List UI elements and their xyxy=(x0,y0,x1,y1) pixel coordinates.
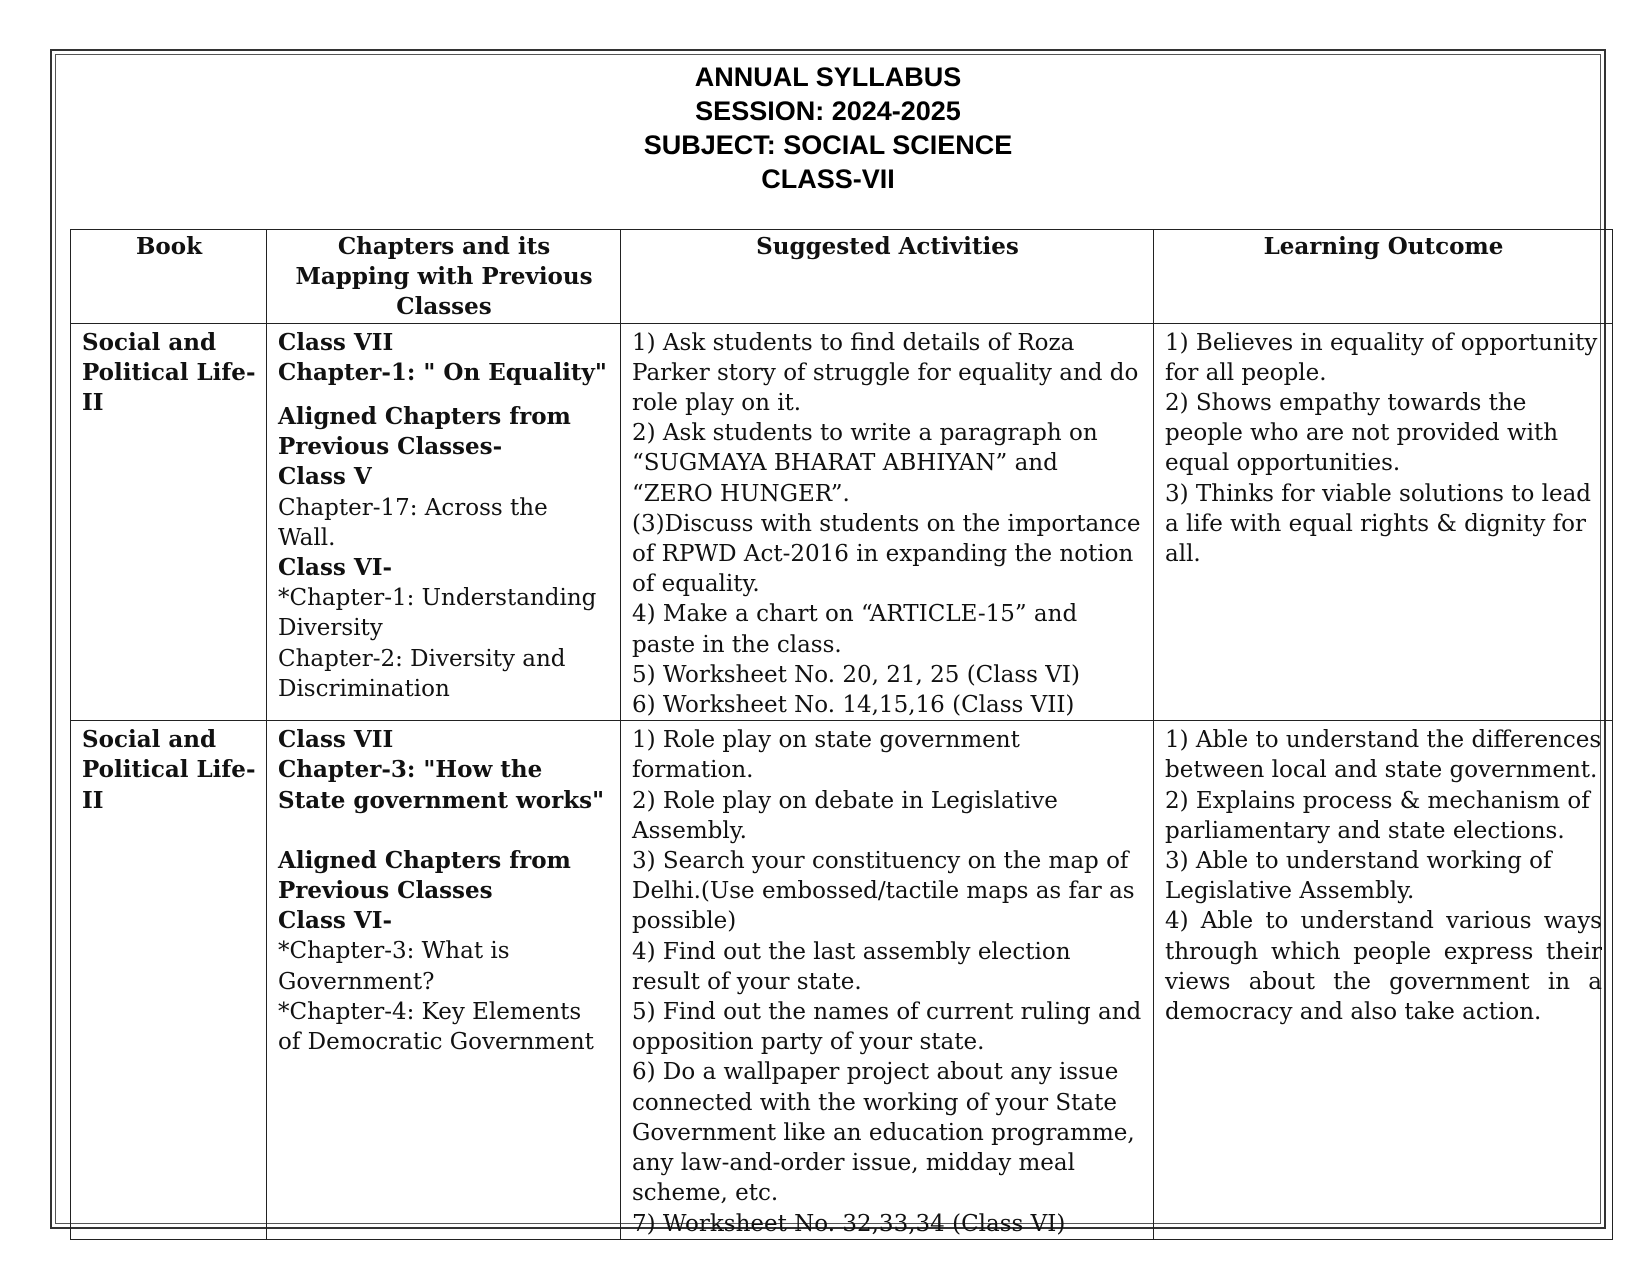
chapter-class: Class VII xyxy=(278,726,394,754)
activity-item: 4) Find out the last assembly election result of your state. xyxy=(632,938,1071,995)
syllabus-table xyxy=(70,229,1613,1240)
session-label: SESSION: 2024-2025 xyxy=(695,96,961,126)
table-row xyxy=(71,323,1613,721)
table-header-row xyxy=(71,230,1613,324)
book-cell: Social and Political Life-II xyxy=(71,323,267,721)
spacer xyxy=(278,388,610,402)
activity-item: 2) Ask students to write a paragraph on “SUGMAYA BHARAT ABHIYAN” and “ZERO HUNGER”. xyxy=(632,420,1098,507)
chapter-class: Class VII xyxy=(278,328,394,356)
aligned-chapter: *Chapter-3: What is Government? xyxy=(278,938,510,995)
aligned-chapter: *Chapter-1: Understanding Diversity xyxy=(278,585,597,642)
outcome-cell xyxy=(1154,721,1613,1239)
aligned-heading: Aligned Chapters from Previous Classes xyxy=(278,846,571,905)
column-header-book: Book xyxy=(71,230,267,324)
activity-item: 2) Role play on debate in Legislative Assembly. xyxy=(632,787,1058,844)
aligned-heading: Aligned Chapters from Previous Classes- xyxy=(278,403,571,461)
class-label: CLASS-VII xyxy=(761,164,895,194)
outcome-item: 3) Able to understand working of Legislative Assembly. xyxy=(1165,848,1552,905)
aligned-class: Class VI- xyxy=(278,907,393,935)
activity-item: 5) Worksheet No. 20, 21, 25 (Class VI) xyxy=(632,661,1080,688)
chapter-title: Chapter-1: " On Equality" xyxy=(278,358,607,386)
spacer xyxy=(278,816,610,846)
aligned-chapter: Chapter-2: Diversity and Discrimination xyxy=(278,645,566,702)
activity-item: 4) Make a chart on “ARTICLE-15” and paste in the class. xyxy=(632,601,1078,658)
chapters-cell xyxy=(267,323,621,721)
activities-cell xyxy=(621,323,1154,721)
aligned-class: Class VI- xyxy=(278,554,393,582)
aligned-chapter: *Chapter-4: Key Elements of Democratic Government xyxy=(278,998,594,1056)
outcome-cell xyxy=(1154,323,1613,721)
activity-item: 6) Do a wallpaper project about any issue connected with the working of your State Government like an education programme, any law-and-order issue, midday meal scheme, etc. xyxy=(632,1059,1135,1207)
activity-item: 6) Worksheet No. 14,15,16 (Class VII) xyxy=(632,692,1075,719)
table-row xyxy=(71,721,1613,1239)
document-title: ANNUAL SYLLABUS xyxy=(694,62,962,92)
outcome-item: 2) Explains process & mechanism of parliamentary and state elections. xyxy=(1165,787,1590,844)
outcome-item: 1) Believes in equality of opportunity for all people. xyxy=(1165,329,1598,386)
column-header-activities: Suggested Activities xyxy=(621,230,1154,324)
outcome-item: 2) Shows empathy towards the people who are not provided with equal opportunities. xyxy=(1165,390,1559,477)
activity-item: 1) Role play on state government formation. xyxy=(632,727,1020,784)
column-header-outcome: Learning Outcome xyxy=(1154,230,1613,324)
activities-cell xyxy=(621,721,1154,1239)
activity-item: 1) Ask students to find details of Roza Parker story of struggle for equality and do role play on it. xyxy=(632,329,1139,417)
subject-label: SUBJECT: SOCIAL SCIENCE xyxy=(643,130,1013,160)
aligned-chapter: Chapter-17: Across the Wall. xyxy=(278,494,548,551)
chapter-title: Chapter-3: "How the State government works" xyxy=(278,756,605,814)
activity-item: 5) Find out the names of current ruling and opposition party of your state. xyxy=(632,999,1142,1056)
activity-item: 3) Search your constituency on the map of Delhi.(Use embossed/tactile maps as far as possible) xyxy=(632,848,1135,935)
outcome-item: 1) Able to understand the differences between local and state government. xyxy=(1165,727,1602,784)
aligned-class: Class V xyxy=(278,463,372,491)
column-header-chapters: Chapters and its Mapping with Previous Classes xyxy=(267,230,621,324)
book-cell: Social and Political Life-II xyxy=(71,721,267,1239)
activity-item: 7) Worksheet No. 32,33,34 (Class VI) xyxy=(632,1210,1066,1237)
chapters-cell xyxy=(267,721,621,1239)
outcome-item: 4) Able to understand various ways through which people express their views about the government in a democracy and also take action. xyxy=(1165,908,1602,1026)
outcome-item: 3) Thinks for viable solutions to lead a life with equal rights & dignity for all. xyxy=(1165,480,1592,568)
document-header xyxy=(55,60,1601,196)
activity-item: (3)Discuss with students on the importance of RPWD Act-2016 in expanding the notion of equality. xyxy=(632,510,1141,598)
